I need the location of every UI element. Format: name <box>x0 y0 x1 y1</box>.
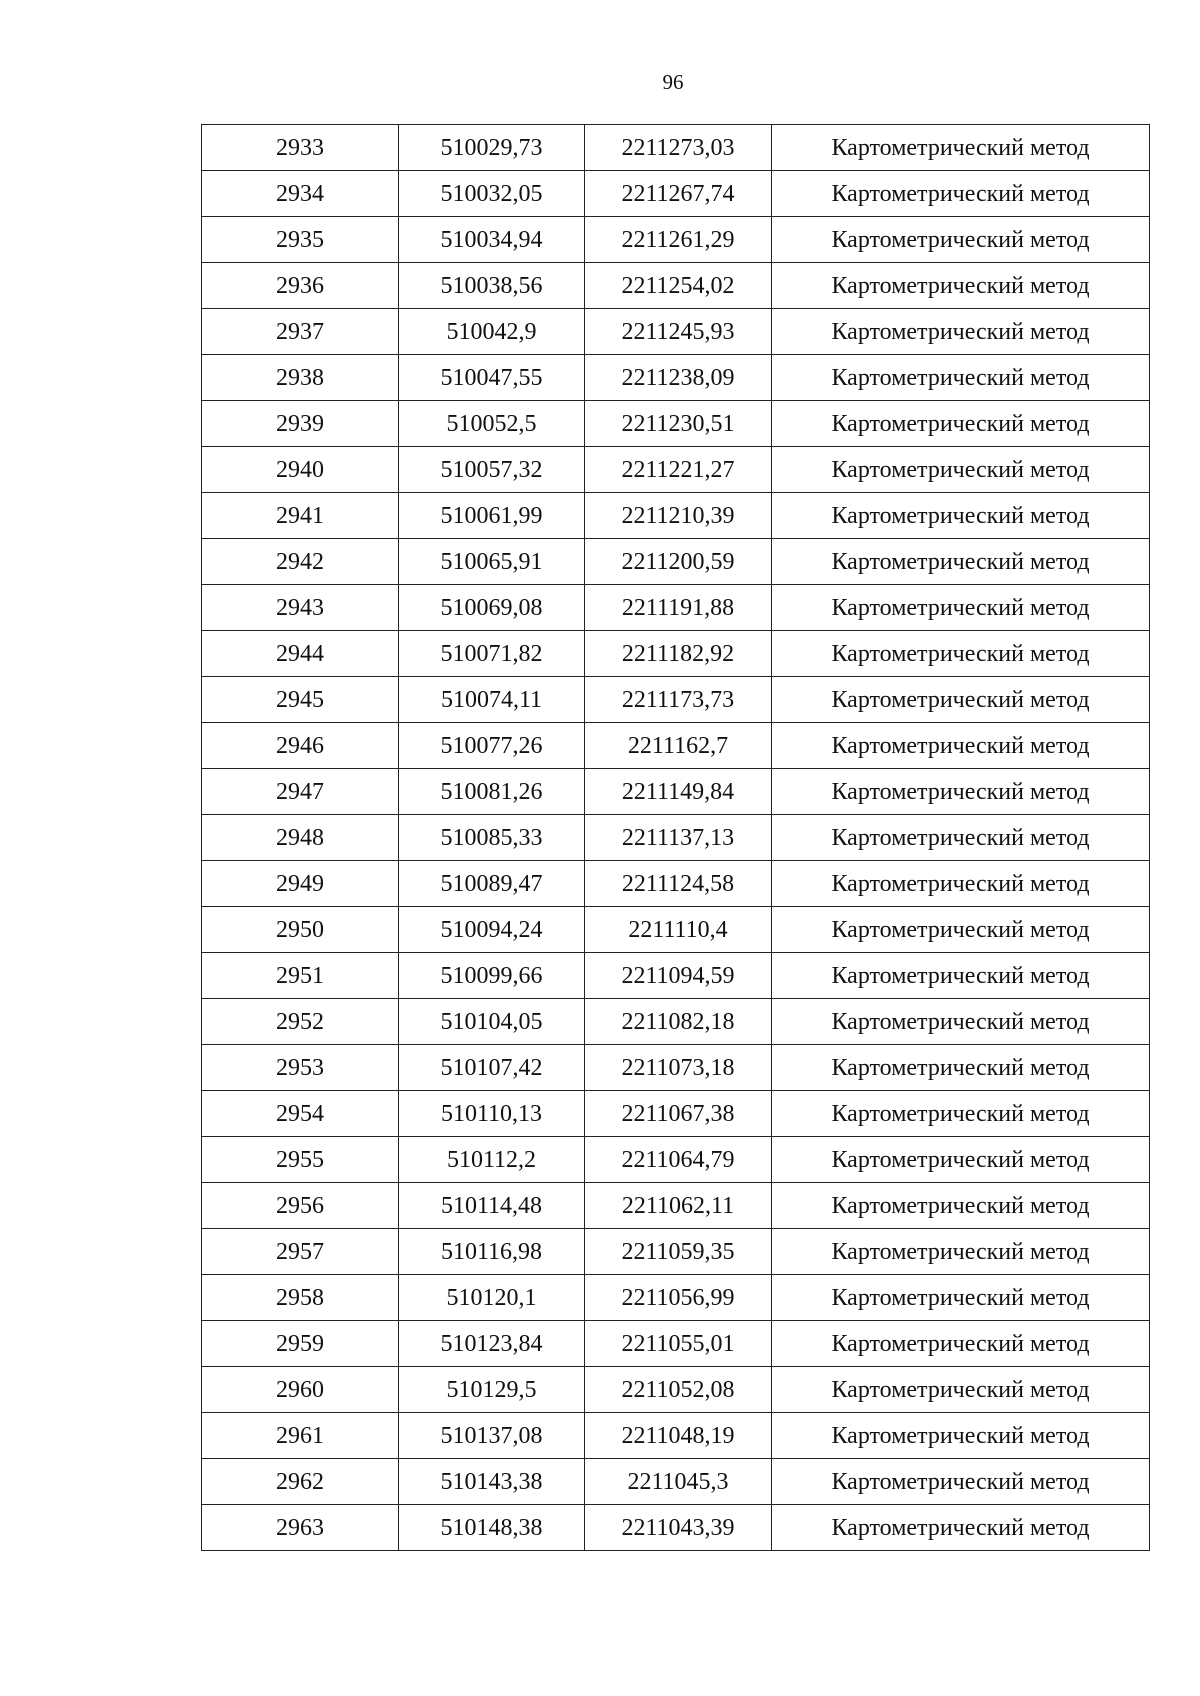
point-number-cell: 2940 <box>202 447 399 493</box>
x-coordinate-cell: 510114,48 <box>399 1183 585 1229</box>
point-number-cell: 2954 <box>202 1091 399 1137</box>
method-cell: Картометрический метод <box>772 999 1150 1045</box>
table-row <box>202 539 1150 585</box>
x-coordinate-cell: 510034,94 <box>399 217 585 263</box>
y-coordinate-cell: 2211043,39 <box>585 1505 772 1551</box>
x-coordinate-cell: 510069,08 <box>399 585 585 631</box>
point-number-cell: 2955 <box>202 1137 399 1183</box>
y-coordinate-cell: 2211261,29 <box>585 217 772 263</box>
x-coordinate-cell: 510116,98 <box>399 1229 585 1275</box>
x-coordinate-cell: 510077,26 <box>399 723 585 769</box>
x-coordinate-cell: 510081,26 <box>399 769 585 815</box>
table-row <box>202 907 1150 953</box>
x-coordinate-cell: 510137,08 <box>399 1413 585 1459</box>
y-coordinate-cell: 2211055,01 <box>585 1321 772 1367</box>
point-number-cell: 2963 <box>202 1505 399 1551</box>
table-row <box>202 1137 1150 1183</box>
table-row <box>202 953 1150 999</box>
x-coordinate-cell: 510129,5 <box>399 1367 585 1413</box>
x-coordinate-cell: 510042,9 <box>399 309 585 355</box>
point-number-cell: 2957 <box>202 1229 399 1275</box>
y-coordinate-cell: 2211110,4 <box>585 907 772 953</box>
table-row <box>202 1183 1150 1229</box>
method-cell: Картометрический метод <box>772 1229 1150 1275</box>
x-coordinate-cell: 510074,11 <box>399 677 585 723</box>
y-coordinate-cell: 2211149,84 <box>585 769 772 815</box>
point-number-cell: 2949 <box>202 861 399 907</box>
y-coordinate-cell: 2211064,79 <box>585 1137 772 1183</box>
x-coordinate-cell: 510032,05 <box>399 171 585 217</box>
table-row <box>202 401 1150 447</box>
y-coordinate-cell: 2211059,35 <box>585 1229 772 1275</box>
x-coordinate-cell: 510148,38 <box>399 1505 585 1551</box>
y-coordinate-cell: 2211238,09 <box>585 355 772 401</box>
y-coordinate-cell: 2211254,02 <box>585 263 772 309</box>
table-row <box>202 1459 1150 1505</box>
method-cell: Картометрический метод <box>772 263 1150 309</box>
method-cell: Картометрический метод <box>772 539 1150 585</box>
method-cell: Картометрический метод <box>772 907 1150 953</box>
point-number-cell: 2934 <box>202 171 399 217</box>
point-number-cell: 2933 <box>202 125 399 171</box>
method-cell: Картометрический метод <box>772 1321 1150 1367</box>
point-number-cell: 2936 <box>202 263 399 309</box>
x-coordinate-cell: 510094,24 <box>399 907 585 953</box>
x-coordinate-cell: 510099,66 <box>399 953 585 999</box>
point-number-cell: 2947 <box>202 769 399 815</box>
point-number-cell: 2952 <box>202 999 399 1045</box>
table-row <box>202 1505 1150 1551</box>
point-number-cell: 2962 <box>202 1459 399 1505</box>
y-coordinate-cell: 2211191,88 <box>585 585 772 631</box>
y-coordinate-cell: 2211082,18 <box>585 999 772 1045</box>
point-number-cell: 2945 <box>202 677 399 723</box>
y-coordinate-cell: 2211056,99 <box>585 1275 772 1321</box>
x-coordinate-cell: 510143,38 <box>399 1459 585 1505</box>
x-coordinate-cell: 510061,99 <box>399 493 585 539</box>
table-row <box>202 355 1150 401</box>
table-row <box>202 815 1150 861</box>
table-row <box>202 631 1150 677</box>
table-row <box>202 447 1150 493</box>
point-number-cell: 2948 <box>202 815 399 861</box>
table-row <box>202 769 1150 815</box>
method-cell: Картометрический метод <box>772 447 1150 493</box>
point-number-cell: 2935 <box>202 217 399 263</box>
table-row <box>202 677 1150 723</box>
x-coordinate-cell: 510052,5 <box>399 401 585 447</box>
page-number: 96 <box>662 70 684 94</box>
point-number-cell: 2944 <box>202 631 399 677</box>
table-row <box>202 309 1150 355</box>
method-cell: Картометрический метод <box>772 355 1150 401</box>
point-number-cell: 2941 <box>202 493 399 539</box>
table-row <box>202 723 1150 769</box>
point-number-cell: 2942 <box>202 539 399 585</box>
method-cell: Картометрический метод <box>772 217 1150 263</box>
x-coordinate-cell: 510110,13 <box>399 1091 585 1137</box>
x-coordinate-cell: 510071,82 <box>399 631 585 677</box>
x-coordinate-cell: 510065,91 <box>399 539 585 585</box>
method-cell: Картометрический метод <box>772 1367 1150 1413</box>
coordinates-table <box>201 124 1150 1551</box>
method-cell: Картометрический метод <box>772 1137 1150 1183</box>
method-cell: Картометрический метод <box>772 861 1150 907</box>
table-row <box>202 861 1150 907</box>
method-cell: Картометрический метод <box>772 1091 1150 1137</box>
x-coordinate-cell: 510123,84 <box>399 1321 585 1367</box>
method-cell: Картометрический метод <box>772 1459 1150 1505</box>
method-cell: Картометрический метод <box>772 1183 1150 1229</box>
x-coordinate-cell: 510057,32 <box>399 447 585 493</box>
y-coordinate-cell: 2211067,38 <box>585 1091 772 1137</box>
table-row <box>202 171 1150 217</box>
point-number-cell: 2951 <box>202 953 399 999</box>
table-row <box>202 1229 1150 1275</box>
x-coordinate-cell: 510112,2 <box>399 1137 585 1183</box>
method-cell: Картометрический метод <box>772 125 1150 171</box>
point-number-cell: 2959 <box>202 1321 399 1367</box>
table-row <box>202 1321 1150 1367</box>
method-cell: Картометрический метод <box>772 171 1150 217</box>
y-coordinate-cell: 2211221,27 <box>585 447 772 493</box>
point-number-cell: 2961 <box>202 1413 399 1459</box>
y-coordinate-cell: 2211045,3 <box>585 1459 772 1505</box>
y-coordinate-cell: 2211048,19 <box>585 1413 772 1459</box>
point-number-cell: 2937 <box>202 309 399 355</box>
method-cell: Картометрический метод <box>772 1045 1150 1091</box>
y-coordinate-cell: 2211200,59 <box>585 539 772 585</box>
y-coordinate-cell: 2211073,18 <box>585 1045 772 1091</box>
y-coordinate-cell: 2211210,39 <box>585 493 772 539</box>
y-coordinate-cell: 2211173,73 <box>585 677 772 723</box>
method-cell: Картометрический метод <box>772 631 1150 677</box>
table-row <box>202 1413 1150 1459</box>
method-cell: Картометрический метод <box>772 1275 1150 1321</box>
point-number-cell: 2939 <box>202 401 399 447</box>
point-number-cell: 2958 <box>202 1275 399 1321</box>
x-coordinate-cell: 510029,73 <box>399 125 585 171</box>
method-cell: Картометрический метод <box>772 1413 1150 1459</box>
y-coordinate-cell: 2211267,74 <box>585 171 772 217</box>
point-number-cell: 2943 <box>202 585 399 631</box>
x-coordinate-cell: 510107,42 <box>399 1045 585 1091</box>
point-number-cell: 2950 <box>202 907 399 953</box>
table-row <box>202 1367 1150 1413</box>
y-coordinate-cell: 2211094,59 <box>585 953 772 999</box>
method-cell: Картометрический метод <box>772 815 1150 861</box>
table-row <box>202 125 1150 171</box>
point-number-cell: 2960 <box>202 1367 399 1413</box>
table-row <box>202 585 1150 631</box>
y-coordinate-cell: 2211245,93 <box>585 309 772 355</box>
method-cell: Картометрический метод <box>772 493 1150 539</box>
method-cell: Картометрический метод <box>772 401 1150 447</box>
table-row <box>202 1045 1150 1091</box>
point-number-cell: 2953 <box>202 1045 399 1091</box>
method-cell: Картометрический метод <box>772 1505 1150 1551</box>
table-row <box>202 493 1150 539</box>
y-coordinate-cell: 2211137,13 <box>585 815 772 861</box>
point-number-cell: 2956 <box>202 1183 399 1229</box>
method-cell: Картометрический метод <box>772 723 1150 769</box>
method-cell: Картометрический метод <box>772 953 1150 999</box>
x-coordinate-cell: 510104,05 <box>399 999 585 1045</box>
coordinates-table-body <box>202 125 1150 1551</box>
y-coordinate-cell: 2211062,11 <box>585 1183 772 1229</box>
table-row <box>202 999 1150 1045</box>
point-number-cell: 2938 <box>202 355 399 401</box>
x-coordinate-cell: 510038,56 <box>399 263 585 309</box>
y-coordinate-cell: 2211273,03 <box>585 125 772 171</box>
x-coordinate-cell: 510120,1 <box>399 1275 585 1321</box>
x-coordinate-cell: 510047,55 <box>399 355 585 401</box>
point-number-cell: 2946 <box>202 723 399 769</box>
table-row <box>202 217 1150 263</box>
y-coordinate-cell: 2211052,08 <box>585 1367 772 1413</box>
y-coordinate-cell: 2211182,92 <box>585 631 772 677</box>
method-cell: Картометрический метод <box>772 769 1150 815</box>
method-cell: Картометрический метод <box>772 585 1150 631</box>
x-coordinate-cell: 510089,47 <box>399 861 585 907</box>
method-cell: Картометрический метод <box>772 677 1150 723</box>
table-row <box>202 1091 1150 1137</box>
table-row <box>202 1275 1150 1321</box>
method-cell: Картометрический метод <box>772 309 1150 355</box>
y-coordinate-cell: 2211162,7 <box>585 723 772 769</box>
y-coordinate-cell: 2211230,51 <box>585 401 772 447</box>
table-row <box>202 263 1150 309</box>
x-coordinate-cell: 510085,33 <box>399 815 585 861</box>
y-coordinate-cell: 2211124,58 <box>585 861 772 907</box>
